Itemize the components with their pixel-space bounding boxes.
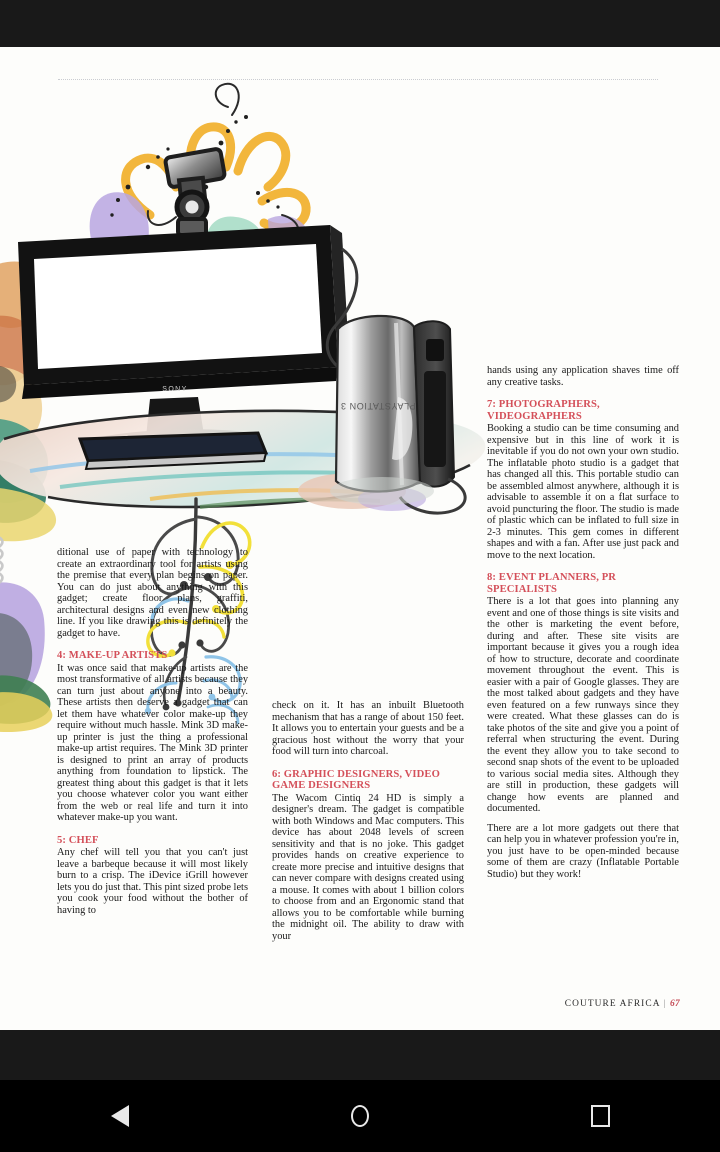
- section-heading: 7: PHOTOGRAPHERS, VIDEOGRAPHERS: [487, 399, 600, 422]
- body-paragraph: The Wacom Cintiq 24 HD is simply a designer's dream. The gadget is compatible with both Windows and Mac computers. This device has about 2048 levels of screen sensitivity and that is no joke. This gadget provides hands on creative experience to create more precise and intuitive designs that can never compare with designs created using a mouse. It comes with about 1 billion colors to choose from and an Ergonomic stand that allows you to be comfortable while burning the midnight oil. The ability to draw with your: [272, 792, 464, 942]
- text-column-3: [487, 365, 679, 880]
- back-button[interactable]: [45, 1080, 195, 1152]
- body-paragraph: There is a lot that goes into planning any event and one of those things is site visits and the other is marketing the event before, during and after. These site visits are important because it gives you a rough idea of how to structure, decorate and coordinate movement throughout the event. This is easier with a pair of Google glasses. They are the most talked about gadgets and they have even featured on a few runways since they were created. What these glasses can do is take photos of the site and give you a point of referral when structuring the event. During the event they allow you to take second to second snap shots of the event to be uploaded to various social media sites. Although they are still in production, these gadgets will change how events are planned and documented.: [487, 596, 679, 815]
- back-triangle-icon: [111, 1105, 129, 1127]
- publication-name: COUTURE AFRICA: [564, 999, 661, 1009]
- body-paragraph: There are a lot more gadgets out there that can help you in whatever profession you're in, you just have to be open-minded because some of them are crazy (Inflatable Portable Studio) but they work!: [487, 822, 679, 880]
- body-paragraph: It was once said that make-up artists are the most transformative of all artists because they can turn just about anyone into a beauty. These artists then deserve a gadget that can let them have whatever color make-up they require without much hassle. Mink 3D make-up printer is just the thing a professional make-up artist requires. The Mink 3D printer is designed to print an array of products anything from foundation to lipstick. The greatest thing about this gadget is that it lets you choose whatever color you want either from the web or real life and turn it into whatever make-up you want.: [57, 662, 249, 824]
- body-paragraph: Booking a studio can be time consuming and expensive but in this line of work it is inevitable if you do not own your own studio. The inflatable photo studio is a gadget that has changed all this. This portable studio can be assembled almost anywhere, although it is advisable to assemble it on a flat surface to avoid puncturing the floor. The studio is made of plastic which can be inflated to full size in 2-3 minutes. This gem comes in different shapes and with a fan. After use just pack and move to the next location.: [487, 423, 680, 561]
- recents-square-icon: [591, 1105, 610, 1127]
- page-footer: [565, 999, 680, 1009]
- section-heading: 5: CHEF: [57, 834, 99, 846]
- home-button[interactable]: [285, 1080, 435, 1152]
- console-brand-label: PLAYSTATION 3: [340, 401, 416, 411]
- body-paragraph: ditional use of paper with technology to create an extraordinary tool for artists using the premise that every plan begins on paper. You can do just about anything with this gadget; create floor plans, graffiti, architectural designs and even new clothing line. If you like drawing this is definitely the gadget to have.: [57, 547, 248, 639]
- home-circle-icon: [351, 1105, 369, 1127]
- footer-separator: |: [663, 999, 667, 1009]
- text-column-2: [272, 700, 464, 942]
- section-heading: 6: GRAPHIC DESIGNERS, VIDEO GAME DESIGNERS: [272, 768, 440, 792]
- body-paragraph: hands using any application shaves time off any creative tasks.: [487, 365, 679, 388]
- playstation-console-illustration: [330, 316, 465, 513]
- recents-button[interactable]: [525, 1080, 675, 1152]
- section-heading: 4: MAKE-UP ARTISTS: [57, 650, 168, 661]
- android-navigation-bar: [0, 1080, 720, 1152]
- monitor-brand-label: SONY: [162, 386, 188, 393]
- body-paragraph: Any chef will tell you that you can't just leave a barbeque because it will most likely burn to a crisp. The iDevice iGrill however lets you do just that. This pint sized probe lets you cook your food without the bother of having to: [57, 847, 248, 916]
- bottom-letterbox: [0, 1030, 720, 1080]
- section-heading: 8: EVENT PLANNERS, PR SPECIALISTS: [487, 572, 617, 595]
- magazine-page[interactable]: [0, 47, 720, 1030]
- body-paragraph: check on it. It has an inbuilt Bluetooth mechanism that has a range of about 150 feet. It allows you to entertain your guests and be a gracious host without the worry that your food will turn into charcoal.: [272, 700, 464, 757]
- text-column-1: [57, 547, 248, 916]
- top-letterbox: [0, 0, 720, 47]
- page-number: 67: [670, 999, 680, 1009]
